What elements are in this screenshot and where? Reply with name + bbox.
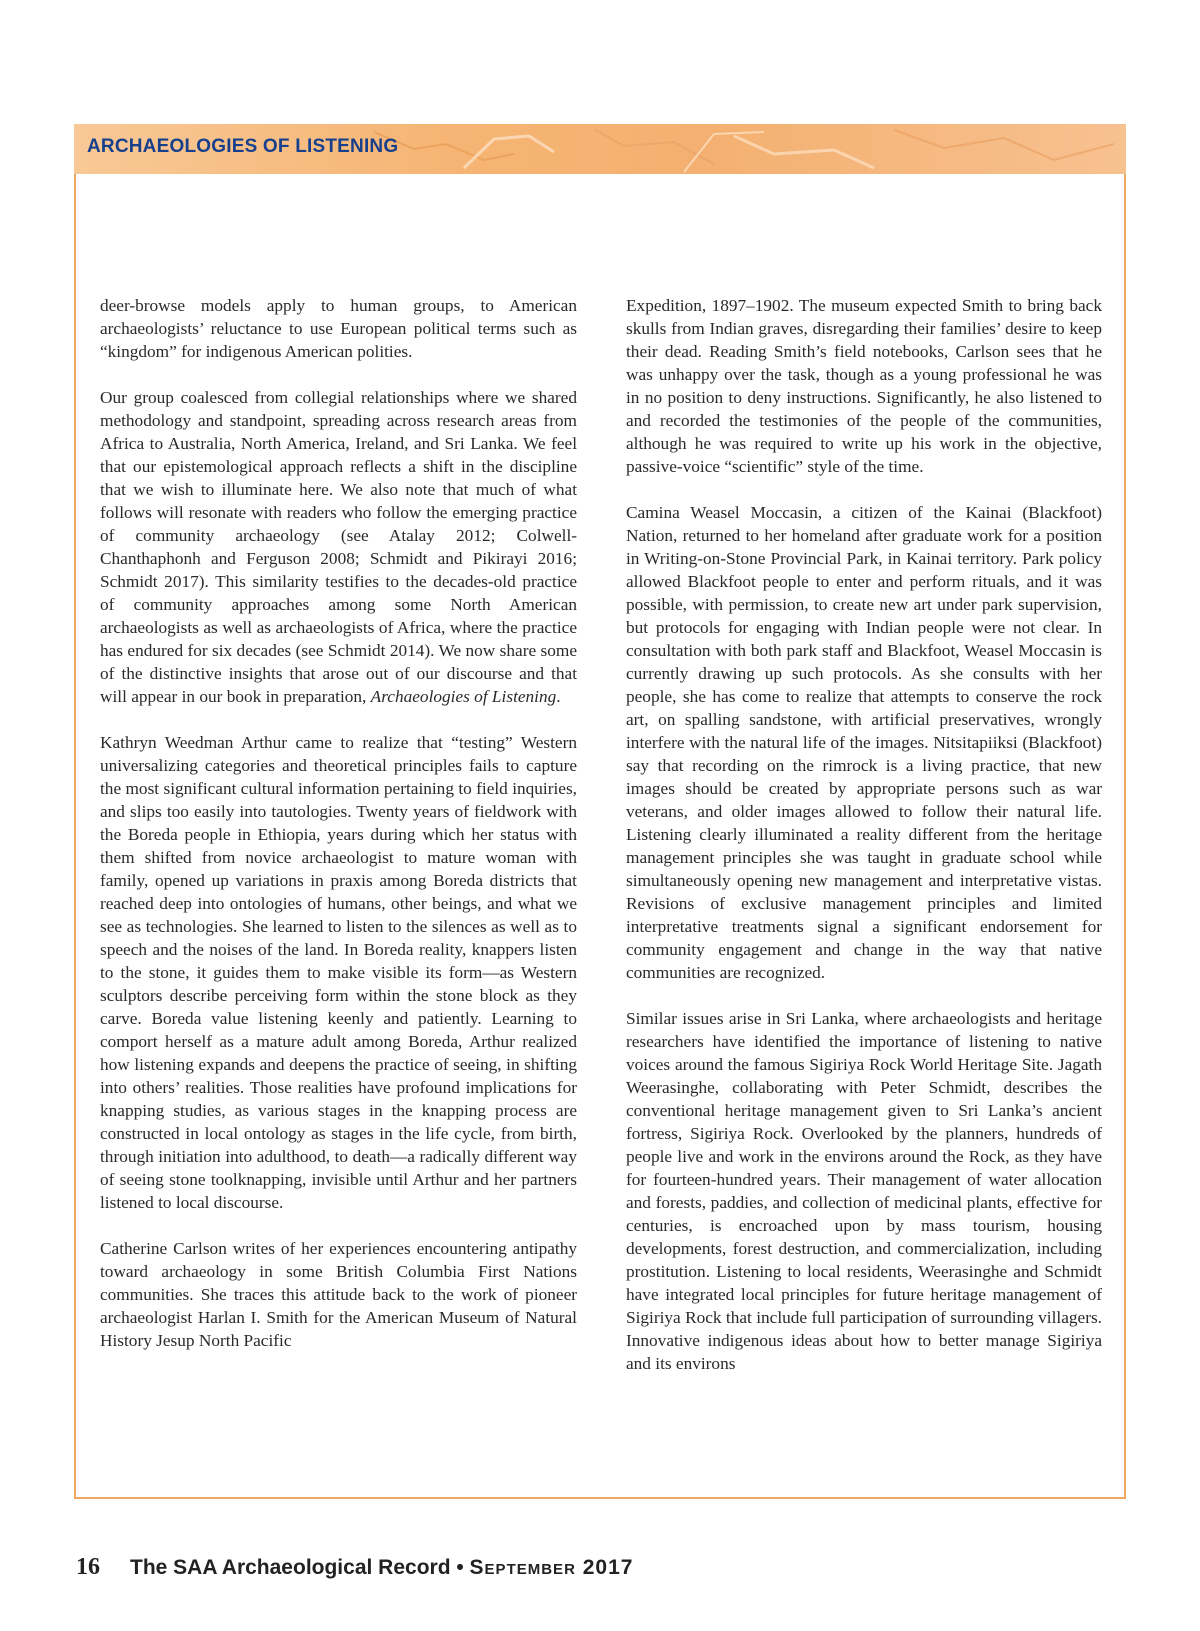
paragraph: Similar issues arise in Sri Lanka, where archaeologists and heritage researchers have identified the importance of listening to native voices around the famous Sigiriya Rock World Heritage Site. Jagath Weerasinghe, collaborating with Peter Schmidt, describes the conventional heritage management given to Sri Lanka’s ancient fortress, Sigiriya Rock. Overlooked by the planners, hundreds of people live and work in the environs around the Rock, as they have for fourteen-hundred years. Their management of water allocation and forests, paddies, and collection of medicinal plants, effective for centuries, is encroached upon by mass tourism, housing developments, forest destruction, and commercialization, including prostitution. Listening to local residents, Weerasinghe and Schmidt have integrated local principles for future heritage management of Sigiriya Rock that include full participation of surrounding villagers. Innovative indigenous ideas about how to better manage Sigiriya and its environs (626, 1009, 1102, 1373)
section-title: ARCHAEOLOGIES OF LISTENING (87, 136, 399, 157)
paragraph: Camina Weasel Moccasin, a citizen of the Kainai (Blackfoot) Nation, returned to her homeland after graduate work for a position in Writing-on-Stone Provincial Park, in Kainai territory. Park policy allowed Blackfoot people to enter and perform rituals, and it was possible, with permission, to create new art under park supervision, but protocols for engaging with Indian people were not clear. In consultation with both park staff and Blackfoot, Weasel Moccasin is currently drawing up such protocols. As she consults with her people, she has come to realize that attempts to conserve the rock art, on spalling sandstone, with artificial preservatives, wrongly interfere with the natural life of the images. Nitsitapiiksi (Blackfoot) say that recording on the rimrock is a living practice, that new images should be created by appropriate persons such as war veterans, and older images allowed to follow their natural life. Listening clearly illuminated a reality different from the heritage management principles she was taught in graduate school while simultaneously opening new management and interpretative vistas. Revisions of exclusive management principles and limited interpretative treatments signal a significant endorsement for community engagement and change in the way that native communities are recognized. (626, 503, 1102, 982)
paragraph: Kathryn Weedman Arthur came to realize that “testing” Western universalizing categories and theoretical principles fails to capture the most significant cultural information pertaining to field inquiries, and slips too easily into tautologies. Twenty years of fieldwork with the Boreda people in Ethiopia, years during which her status with them shifted from novice archaeologist to mature woman with family, opened up variations in praxis among Boreda districts that reached deep into ontologies of humans, other beings, and what we see as technologies. She learned to listen to the silences as well as to speech and the noises of the land. In Boreda reality, knappers listen to the stone, it guides them to make visible its form—as Western sculptors describe perceiving form within the stone block as they carve. Boreda value listening keenly and patiently. Learning to comport herself as a mature adult among Boreda, Arthur realized how listening expands and deepens the practice of seeing, in shifting into others’ realities. Those realities have profound implications for knapping studies, as various stages in the knapping process are constructed in local ontology as stages in the life cycle, from birth, through initiation into adulthood, to death—a radically different way of seeing stone toolknapping, invisible until Arthur and her partners listened to local discourse. (100, 733, 577, 1212)
section-banner (74, 124, 1126, 174)
left-column (100, 294, 577, 1352)
paragraph: Expedition, 1897–1902. The museum expected Smith to bring back skulls from Indian graves, disregarding their families’ desire to keep their dead. Reading Smith’s field notebooks, Carlson sees that he was unhappy over the task, though as a young professional he was in no position to deny instructions. Significantly, he also listened to and recorded the testimonies of the people of the communities, although he was required to write up his work in the objective, passive-voice “scientific” style of the time. (626, 296, 1102, 476)
paragraph: deer-browse models apply to human groups, to American archaeologists’ reluctance to use European political terms such as “kingdom” for indigenous American polities. (100, 296, 577, 361)
paragraph: Our group coalesced from collegial relationships where we shared methodology and standpoint, spreading across research areas from Africa to Australia, North America, Ireland, and Sri Lanka. We feel that our epistemological approach reflects a shift in the discipline that we wish to illuminate here. We also note that much of what follows will resonate with readers who follow the emerging practice of community archaeology (see Atalay 2012; Colwell-Chanthaphonh and Ferguson 2008; Schmidt and Pikirayi 2016; Schmidt 2017). This similarity testifies to the decades-old practice of community approaches among some North American archaeologists as well as archaeologists of Africa, where the practice has endured for six decades (see Schmidt 2014). We now share some of the distinctive insights that arose out of our discourse and that will appear in our book in preparation, Archaeologies of Listening. (100, 388, 577, 706)
page-footer (76, 1554, 633, 1581)
right-column (626, 294, 1102, 1375)
paragraph: Catherine Carlson writes of her experiences encountering antipathy toward archaeology in some British Columbia First Nations communities. She traces this attitude back to the work of pioneer archaeologist Harlan I. Smith for the American Museum of Natural History Jesup North Pacific (100, 1239, 577, 1350)
book-title: Archaeologies of Listening (370, 687, 557, 706)
page-number: 16 (76, 1554, 100, 1580)
journal-name: The SAA Archaeological Record • (130, 1556, 464, 1579)
issue-date: September 2017 (469, 1556, 634, 1579)
